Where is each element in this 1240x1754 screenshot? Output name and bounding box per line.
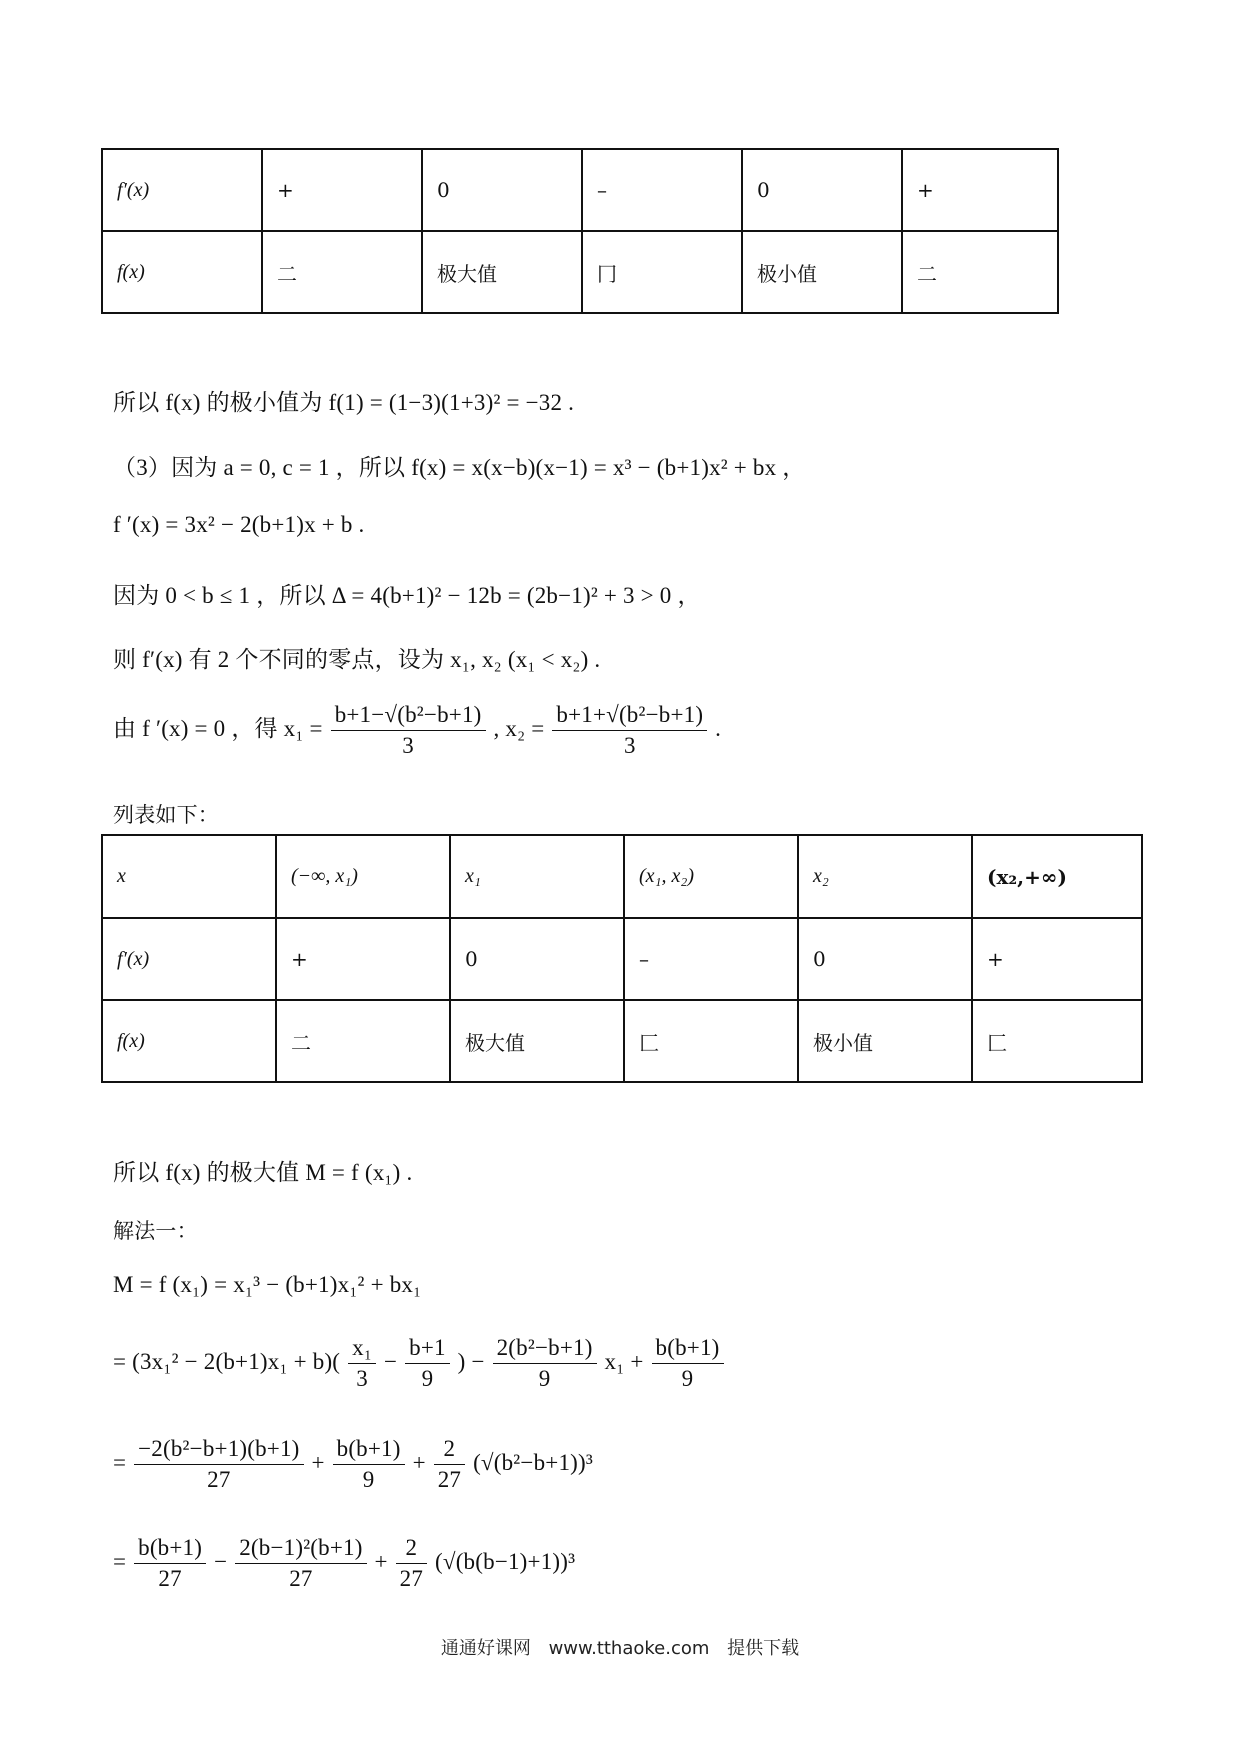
footer-site-name: 通通好课网 [440,1638,531,1659]
numerator: b(b+1) [333,1436,405,1465]
text: x₁ + [604,1348,644,1374]
table-cell: x₁ [450,835,624,918]
table-cell: + [262,149,422,231]
table-row [102,918,1142,1000]
table-cell: 0 [742,149,902,231]
fraction [434,1436,465,1493]
table-cell: 极小值 [742,231,902,313]
numerator: b(b+1) [134,1535,206,1564]
table-cell: + [902,149,1058,231]
table-cell: f′(x) [102,149,262,231]
text: (√(b(b−1)+1))³ [435,1548,576,1574]
numerator: 2 [396,1535,427,1564]
text: = (3x₁² − 2(b+1)x₁ + b)( [113,1348,341,1374]
numerator: 2(b−1)²(b+1) [235,1535,366,1564]
text-line: 所以 f(x) 的极大值 M = f (x₁) . [113,1160,413,1185]
equation-line [113,1535,575,1592]
text-line: 列表如下： [113,803,219,827]
table-row [102,835,1142,918]
table-cell: ⼆ [902,231,1058,313]
footer-url-link[interactable]: www.tthaoke.com [548,1638,710,1659]
fraction [552,702,707,759]
table-cell: – [624,918,798,1000]
text: + [374,1548,388,1574]
denominator: 27 [437,1467,462,1492]
text: − [384,1348,398,1374]
table-cell: 0 [422,149,582,231]
text-line: 则 f′(x) 有 2 个不同的零点，设为 x₁, x₂ (x₁ < x₂) . [113,647,601,672]
denominator: 27 [158,1566,182,1591]
text: + [412,1449,426,1475]
denominator: 27 [399,1566,424,1591]
table-cell: + [972,918,1142,1000]
text-line: M = f (x₁) = x₁³ − (b+1)x₁² + bx₁ [113,1272,422,1297]
numerator: −2(b²−b+1)(b+1) [134,1436,303,1465]
table-cell: f′(x) [102,918,276,1000]
table-row [102,231,1058,313]
table-cell: ⼌ [582,231,742,313]
text-line: f ′(x) = 3x² − 2(b+1)x + b . [113,512,365,537]
table-cell: 极小值 [798,1000,972,1082]
table-cell: ⼕ [972,1000,1142,1082]
fraction [405,1335,450,1392]
table-cell: (−∞, x₁) [276,835,450,918]
numerator: 2 [434,1436,465,1465]
text-line: 因为 0 < b ≤ 1 ，所以 Δ = 4(b+1)² − 12b = (2b−1)² + 3 > 0 ， [113,583,701,608]
numerator: b(b+1) [652,1335,724,1364]
table-cell: 极大值 [450,1000,624,1082]
table-cell: 极大值 [422,231,582,313]
table-row [102,149,1058,231]
table-cell: 0 [450,918,624,1000]
denominator: 27 [289,1566,313,1591]
table-cell: f(x) [102,231,262,313]
fraction [333,1436,405,1493]
text: . [715,715,722,741]
text: ) − [457,1348,485,1374]
table-cell: (x₂,+∞) [972,835,1142,918]
numerator: b+1+√(b²−b+1) [552,702,707,731]
text: = [113,1548,127,1574]
denominator: 3 [402,733,414,758]
fraction [235,1535,366,1592]
footer-suffix: 提供下载 [727,1638,800,1659]
numerator: x₁ [348,1335,376,1364]
table-cell: – [582,149,742,231]
fraction [134,1535,206,1592]
table-cell: ⼕ [624,1000,798,1082]
text-line: 解法一： [113,1219,198,1243]
page-footer [0,1634,1240,1660]
text-line: （3）因为 a = 0, c = 1 ，所以 f(x) = x(x−b)(x−1) = x³ − (b+1)x² + bx ， [113,455,806,480]
text: − [214,1548,228,1574]
numerator: 2(b²−b+1) [493,1335,597,1364]
text-line: 所以 f(x) 的极小值为 f(1) = (1−3)(1+3)² = −32 . [113,390,575,415]
denominator: 3 [623,733,636,758]
equation-line [113,1436,593,1493]
table-cell: (x₁, x₂) [624,835,798,918]
denominator: 3 [356,1366,368,1391]
equation-line [113,702,721,759]
text: = [113,1449,127,1475]
numerator: b+1 [405,1335,450,1364]
fraction [331,702,486,759]
table-cell: ⼆ [262,231,422,313]
text: (√(b²−b+1))³ [473,1449,593,1475]
numerator: b+1−√(b²−b+1) [331,702,486,731]
table-cell: 0 [798,918,972,1000]
table-cell: f(x) [102,1000,276,1082]
fraction [348,1335,376,1392]
fraction [652,1335,724,1392]
table-cell: + [276,918,450,1000]
denominator: 27 [207,1467,231,1492]
equation-line [113,1335,726,1392]
table-cell: x [102,835,276,918]
fraction [134,1436,303,1493]
fraction [396,1535,427,1592]
table-row [102,1000,1142,1082]
text: 由 f ′(x) = 0 ，得 x₁ = [113,715,323,741]
table-2 [101,834,1143,1083]
denominator: 9 [362,1467,375,1492]
denominator: 9 [538,1366,551,1391]
table-cell: x₂ [798,835,972,918]
denominator: 9 [681,1366,694,1391]
text: , x₂ = [493,715,545,741]
table-cell: ⼆ [276,1000,450,1082]
table-1 [101,148,1059,314]
denominator: 9 [421,1366,434,1391]
fraction [493,1335,597,1392]
text: + [311,1449,325,1475]
